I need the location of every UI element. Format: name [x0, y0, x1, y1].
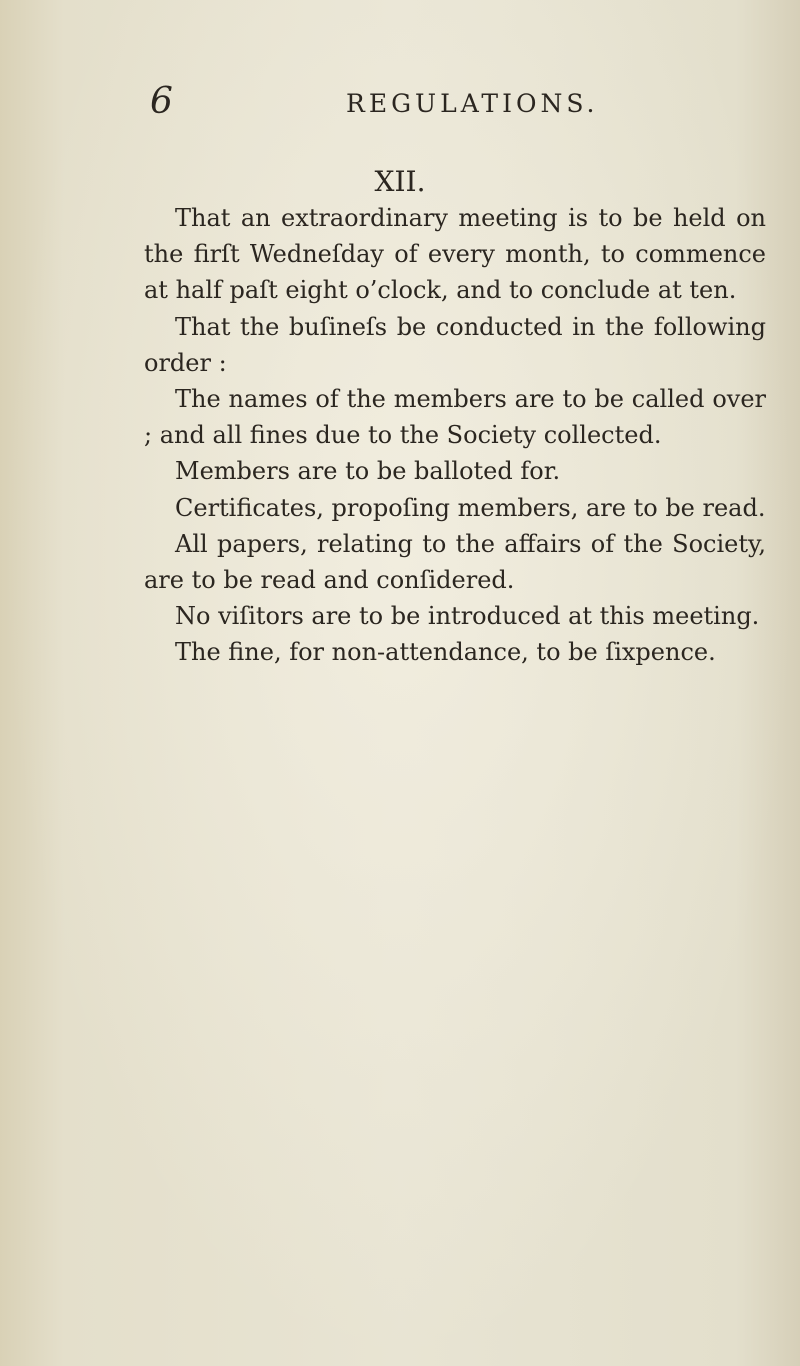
- paragraph: Certificates, propoſing members, are to be read.: [175, 493, 766, 522]
- paragraph: Members are to be balloted for.: [175, 457, 561, 486]
- paragraph: The fine, for non-attendance, to be ſixpence.: [175, 638, 716, 667]
- running-head: REGULATIONS.: [346, 89, 599, 118]
- section-heading: XII.: [374, 165, 426, 198]
- paragraph: The names of the members are to be called over ; and all fines due to the Society collected.: [144, 385, 766, 450]
- page-header: [150, 80, 760, 124]
- paragraph: All papers, relating to the affairs of the Society, are to be read and conſidered.: [144, 529, 766, 595]
- paragraph: That the buſineſs be conducted in the following order :: [144, 312, 766, 377]
- section-body: [144, 200, 766, 671]
- paragraph: No viſitors are to be introduced at this meeting.: [175, 602, 760, 631]
- page-number: 6: [150, 81, 173, 122]
- paragraph: That an extraordinary meeting is to be held on the firſt Wedneſday of every month, to commence at half paſt eight o’clock, and to conclude at ten.: [144, 204, 766, 305]
